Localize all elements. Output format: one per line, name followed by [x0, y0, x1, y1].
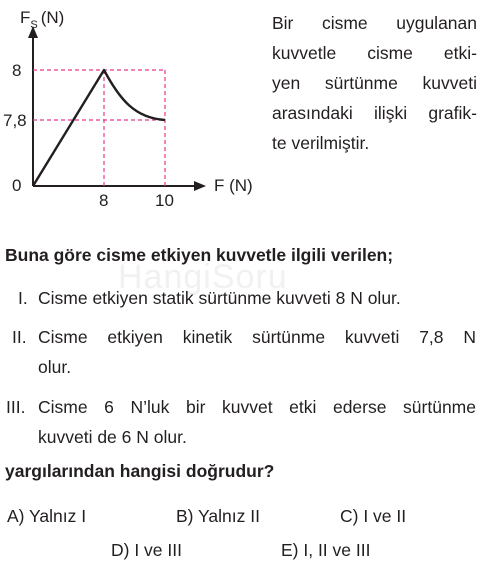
friction-curve [33, 70, 165, 186]
question-stem: Buna göre cisme etkiyen kuvvetle ilgili verilen; [5, 245, 394, 265]
x-axis-label: F (N) [214, 176, 253, 195]
watermark: HangiSoru [118, 258, 288, 296]
statement-text: Cisme etkiyen statik sürtünme kuvveti 8 N olur. [38, 288, 401, 308]
statement-text-continued: olur. [38, 357, 72, 377]
description-line-5: te verilmiştir. [272, 133, 370, 153]
option-d[interactable]: D) I ve III [111, 540, 182, 560]
force-friction-graph [0, 0, 270, 215]
y-axis-label: $F_S$ (N) [20, 8, 65, 31]
y-tick-0: 0 [12, 176, 22, 195]
option-a[interactable]: A) Yalnız I [7, 506, 87, 526]
statement-text: Cisme etkiyen kinetik sürtünme kuvveti 7,8 N [38, 327, 476, 347]
statement-number: II. [12, 327, 27, 347]
statement-2 [0, 322, 476, 382]
option-b[interactable]: B) Yalnız II [176, 506, 260, 526]
statement-text: Cisme 6 N’luk bir kuvvet etki ederse sürtünme [38, 397, 476, 417]
option-c[interactable]: C) I ve II [340, 506, 407, 526]
description-line-3: yen sürtünme kuvveti [272, 73, 477, 93]
question-text: yargılarından hangisi doğrudur? [5, 461, 275, 481]
description-line-2: kuvvetle cisme etki- [272, 43, 477, 63]
x-tick-10: 10 [155, 191, 174, 210]
statement-text-continued: kuvveti de 6 N olur. [38, 427, 187, 447]
statement-3 [0, 392, 476, 452]
statement-number: I. [18, 288, 28, 308]
statement-number: III. [6, 397, 26, 417]
x-tick-8: 8 [99, 191, 109, 210]
y-tick-8: 8 [12, 61, 22, 80]
statement-1 [0, 283, 476, 313]
y-tick-7-8: 7,8 [3, 111, 27, 130]
x-axis-arrow-icon [194, 181, 206, 191]
option-e[interactable]: E) I, II ve III [281, 540, 371, 560]
description-line-4: arasındaki ilişki grafik- [272, 103, 477, 123]
description-line-1: Bir cisme uygulanan [272, 13, 477, 33]
